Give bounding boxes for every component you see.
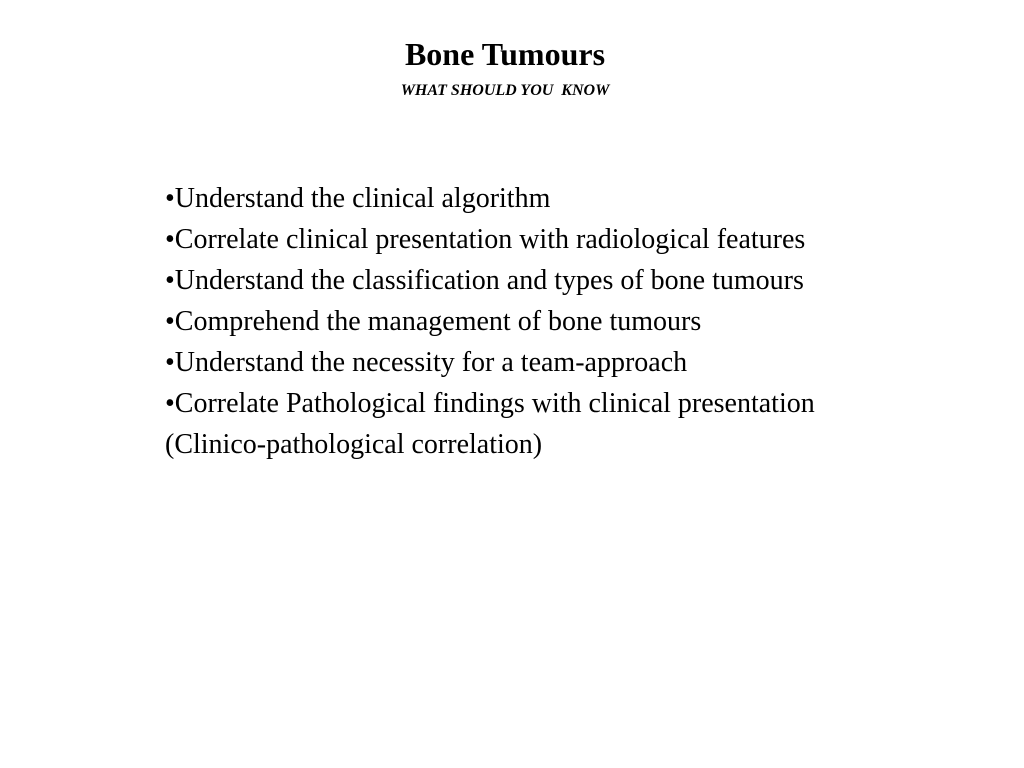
slide-title: Bone Tumours (404, 36, 606, 72)
list-item: •Understand the classification and types of bone tumours (165, 265, 804, 296)
objectives-list (165, 178, 1005, 465)
list-item: •Correlate clinical presentation with radiological features (165, 224, 806, 255)
slide-subtitle: WHAT SHOULD YOU KNOW (400, 82, 610, 99)
list-item: •Understand the necessity for a team-approach (165, 347, 688, 378)
list-item: •Comprehend the management of bone tumours (165, 306, 702, 337)
list-item: •Correlate Pathological findings with clinical presentation (165, 388, 815, 419)
list-item: •Understand the clinical algorithm (165, 183, 551, 214)
list-item-continuation: (Clinico-pathological correlation) (165, 429, 543, 460)
